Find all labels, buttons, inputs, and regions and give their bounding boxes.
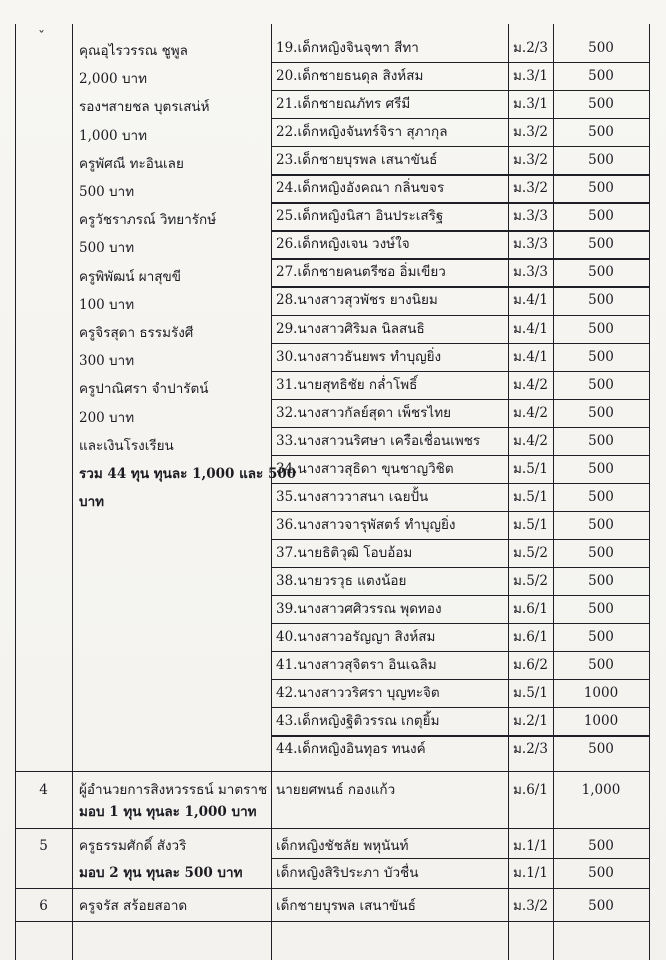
recipient-name: 22.เด็กหญิงจันทร์จิรา สุภากุล <box>276 124 448 141</box>
row-divider <box>271 258 649 259</box>
row-divider <box>271 858 649 859</box>
donor-line: รองฯสายชล บุตรเสน่ห์ <box>79 99 210 116</box>
donor-line: 2,000 บาท <box>79 71 147 88</box>
row-divider <box>271 539 649 540</box>
group-donor: ครูจรัส สร้อยสอาด <box>79 898 188 914</box>
recipient-name: 31.นายสุทธิชัย กล่ำโพธิ์ <box>276 376 418 393</box>
group-number: 5 <box>39 838 48 854</box>
scholarship-amount: 500 <box>588 124 614 141</box>
class-level: ม.2/3 <box>513 741 548 758</box>
table-border-left <box>15 24 16 960</box>
row-divider <box>271 371 649 372</box>
class-level: ม.5/1 <box>513 488 548 505</box>
class-level: ม.4/1 <box>513 348 548 365</box>
recipient-name: 36.นางสาวจารุพัสตร์ ทำบุญยิ่ง <box>276 516 456 533</box>
class-level: ม.4/1 <box>513 292 548 309</box>
group-divider <box>15 828 649 829</box>
scholarship-amount: 500 <box>588 348 614 365</box>
donor-line: 200 บาท <box>79 409 135 426</box>
scholarship-amount: 500 <box>588 236 614 253</box>
class-level: ม.4/2 <box>513 404 548 421</box>
row-divider <box>271 315 649 316</box>
scholarship-amount: 500 <box>588 838 614 854</box>
scholarship-amount: 500 <box>588 544 614 561</box>
scholarship-amount: 500 <box>588 741 614 758</box>
group-donor-note: มอบ 2 ทุน ทุนละ 500 บาท <box>79 865 243 881</box>
donor-line: 100 บาท <box>79 296 135 313</box>
class-level: ม.3/2 <box>513 898 548 914</box>
row-divider <box>271 118 649 119</box>
scholarship-amount: 500 <box>588 488 614 505</box>
donor-line: 500 บาท <box>79 184 135 200</box>
recipient-name: 41.นางสาวสุจิตรา อินเฉลิม <box>276 657 437 674</box>
class-level: ม.1/1 <box>513 865 548 881</box>
row-divider <box>271 62 649 63</box>
recipient-name: 19.เด็กหญิงจินจุฑา สีทา <box>276 40 419 56</box>
row-divider <box>271 399 649 400</box>
recipient-name: 29.นางสาวศิริมล นิลสนธิ <box>276 320 425 337</box>
scholarship-amount: 500 <box>588 865 614 881</box>
donor-line: ครูวัชราภรณ์ วิทยารักษ์ <box>79 212 217 229</box>
group-donor: ครูธรรมศักดิ์ สังวริ <box>79 838 187 854</box>
scholarship-amount: 500 <box>588 404 614 421</box>
scholarship-amount: 500 <box>588 460 614 477</box>
donor-line: ครูพิพัฒน์ ผาสุขขี <box>79 268 181 285</box>
scholarship-amount: 500 <box>588 376 614 393</box>
class-level: ม.5/1 <box>513 460 548 477</box>
row-divider <box>271 427 649 428</box>
scholarship-amount: 500 <box>588 629 614 646</box>
recipient-name: 25.เด็กหญิงนิสา อินประเสริฐ <box>276 208 444 225</box>
row-divider <box>271 567 649 568</box>
recipient-name: 27.เด็กชายคนตรีซอ อิ่มเขียว <box>276 264 446 281</box>
row-divider <box>271 623 649 624</box>
scholarship-amount: 1,000 <box>581 782 621 798</box>
recipient-name: 43.เด็กหญิงฐิติวรรณ เกตุยิ้ม <box>276 713 440 730</box>
recipient-name: เด็กหญิงสิริประภา บัวชื่น <box>276 865 419 881</box>
donor-total-line: รวม 44 ทุน ทุนละ 1,000 และ 500 <box>79 466 297 482</box>
row-divider <box>271 511 649 512</box>
row-divider <box>271 230 649 231</box>
class-level: ม.5/2 <box>513 572 548 589</box>
scholarship-amount: 500 <box>588 601 614 617</box>
scholarship-amount: 500 <box>588 516 614 533</box>
class-level: ม.3/2 <box>513 124 548 141</box>
recipient-name: 39.นางสาวศศิวรรณ พุดทอง <box>276 601 442 617</box>
recipient-name: 40.นางสาวอรัญญา สิงห์สม <box>276 629 436 646</box>
row-divider <box>271 735 649 736</box>
scholarship-amount: 500 <box>588 68 614 85</box>
scholarship-amount: 1000 <box>583 713 619 730</box>
recipient-name: 24.เด็กหญิงอังคณา กลิ่นขจร <box>276 180 445 197</box>
row-divider <box>271 679 649 680</box>
corner-mark: ˇ <box>38 29 45 45</box>
class-level: ม.2/1 <box>513 713 548 730</box>
donor-total-line: บาท <box>79 494 105 511</box>
row-divider <box>271 90 649 91</box>
class-level: ม.3/1 <box>513 96 548 113</box>
recipient-name: 21.เด็กชายณภัทร ศรีมี <box>276 96 411 113</box>
group-divider <box>15 771 649 772</box>
scholarship-amount: 500 <box>588 96 614 113</box>
recipient-name: 26.เด็กหญิงเจน วงษ์ใจ <box>276 236 410 253</box>
recipient-name: 32.นางสาวกัลย์สุดา เพ็ชรไทย <box>276 404 452 421</box>
scholarship-amount: 500 <box>588 264 614 281</box>
recipient-name: เด็กชายบุรพล เสนาขันธ์ <box>276 898 416 914</box>
row-divider <box>271 595 649 596</box>
recipient-name: 37.นายธิติวุฒิ โอบอ้อม <box>276 544 413 561</box>
row-divider <box>271 651 649 652</box>
scholarship-amount: 500 <box>588 180 614 197</box>
recipient-name: 35.นางสาววาสนา เฉยปั้น <box>276 488 429 505</box>
recipient-name: เด็กหญิงชัชลัย พหุนันท์ <box>276 838 409 854</box>
scholarship-amount: 500 <box>588 40 614 56</box>
group-number: 6 <box>39 898 48 914</box>
donor-line: คุณอุไรวรรณ ชูพูล <box>79 43 188 59</box>
recipient-name: 42.นางสาววริศรา บุญทะจิต <box>276 685 440 702</box>
recipient-name: 30.นางสาวธันยพร ทำบุญยิ่ง <box>276 348 442 365</box>
class-level: ม.5/2 <box>513 544 548 561</box>
group-number: 4 <box>39 782 48 798</box>
scholarship-amount: 500 <box>588 320 614 337</box>
class-level: ม.3/3 <box>513 208 548 225</box>
row-divider <box>271 455 649 456</box>
class-level: ม.6/2 <box>513 657 548 674</box>
recipient-name: 34.นางสาวสุธิดา ขุนชาญวิชิต <box>276 460 454 477</box>
row-divider <box>271 483 649 484</box>
class-level: ม.3/2 <box>513 152 548 169</box>
class-level: ม.3/1 <box>513 68 548 85</box>
class-level: ม.6/1 <box>513 629 548 646</box>
class-level: ม.3/3 <box>513 264 548 281</box>
donor-line: 1,000 บาท <box>79 127 147 144</box>
recipient-name: นายยศพนธ์ กองแก้ว <box>276 782 396 798</box>
scholarship-amount: 1000 <box>583 685 619 702</box>
row-divider <box>271 146 649 147</box>
column-divider-2 <box>271 24 272 960</box>
scholarship-amount: 500 <box>588 208 614 225</box>
scholarship-amount: 500 <box>588 292 614 309</box>
class-level: ม.3/2 <box>513 180 548 197</box>
group-donor: ผู้อำนวยการสิงหวรรธน์ มาตราช <box>79 782 268 798</box>
recipient-name: 33.นางสาวนริศษา เครือเชื่อนเพชร <box>276 432 481 449</box>
class-level: ม.1/1 <box>513 838 548 854</box>
recipient-name: 44.เด็กหญิงอินทุอร ทนงค์ <box>276 741 426 758</box>
donor-line: ครูพัศณี ทะอินเลย <box>79 155 184 172</box>
recipient-name: 23.เด็กชายบุรพล เสนาขันธ์ <box>276 152 438 169</box>
scholarship-amount: 500 <box>588 432 614 449</box>
donor-line: ครูจิรสุดา ธรรมรังศี <box>79 325 194 341</box>
row-divider <box>271 343 649 344</box>
donor-line: 500 บาท <box>79 240 135 257</box>
scholarship-amount: 500 <box>588 152 614 169</box>
recipient-name: 38.นายวรวุธ แตงน้อย <box>276 572 407 589</box>
row-divider <box>271 174 649 175</box>
class-level: ม.6/1 <box>513 601 548 617</box>
class-level: ม.2/3 <box>513 40 548 56</box>
scholarship-amount: 500 <box>588 657 614 674</box>
class-level: ม.4/2 <box>513 432 548 449</box>
class-level: ม.5/1 <box>513 685 548 702</box>
class-level: ม.4/2 <box>513 376 548 393</box>
class-level: ม.6/1 <box>513 782 548 798</box>
donor-line: ครูปาณิศรา จำปารัตน์ <box>79 381 209 398</box>
column-divider-1 <box>72 24 73 960</box>
recipient-name: 28.นางสาวสุวพัชร ยางนิยม <box>276 292 438 309</box>
recipient-name: 20.เด็กชายธนดุล สิงห์สม <box>276 68 424 85</box>
class-level: ม.5/1 <box>513 516 548 533</box>
donor-line: 300 บาท <box>79 353 135 370</box>
row-divider <box>271 286 649 287</box>
scholarship-amount: 500 <box>588 572 614 589</box>
row-divider <box>271 707 649 708</box>
group-divider <box>15 921 649 922</box>
table-border-right <box>649 24 650 960</box>
class-level: ม.4/1 <box>513 320 548 337</box>
scholarship-amount: 500 <box>588 898 614 914</box>
donor-line: และเงินโรงเรียน <box>79 437 174 454</box>
group-donor-note: มอบ 1 ทุน ทุนละ 1,000 บาท <box>79 804 257 820</box>
row-divider <box>271 202 649 203</box>
class-level: ม.3/3 <box>513 236 548 253</box>
group-divider <box>15 888 649 889</box>
